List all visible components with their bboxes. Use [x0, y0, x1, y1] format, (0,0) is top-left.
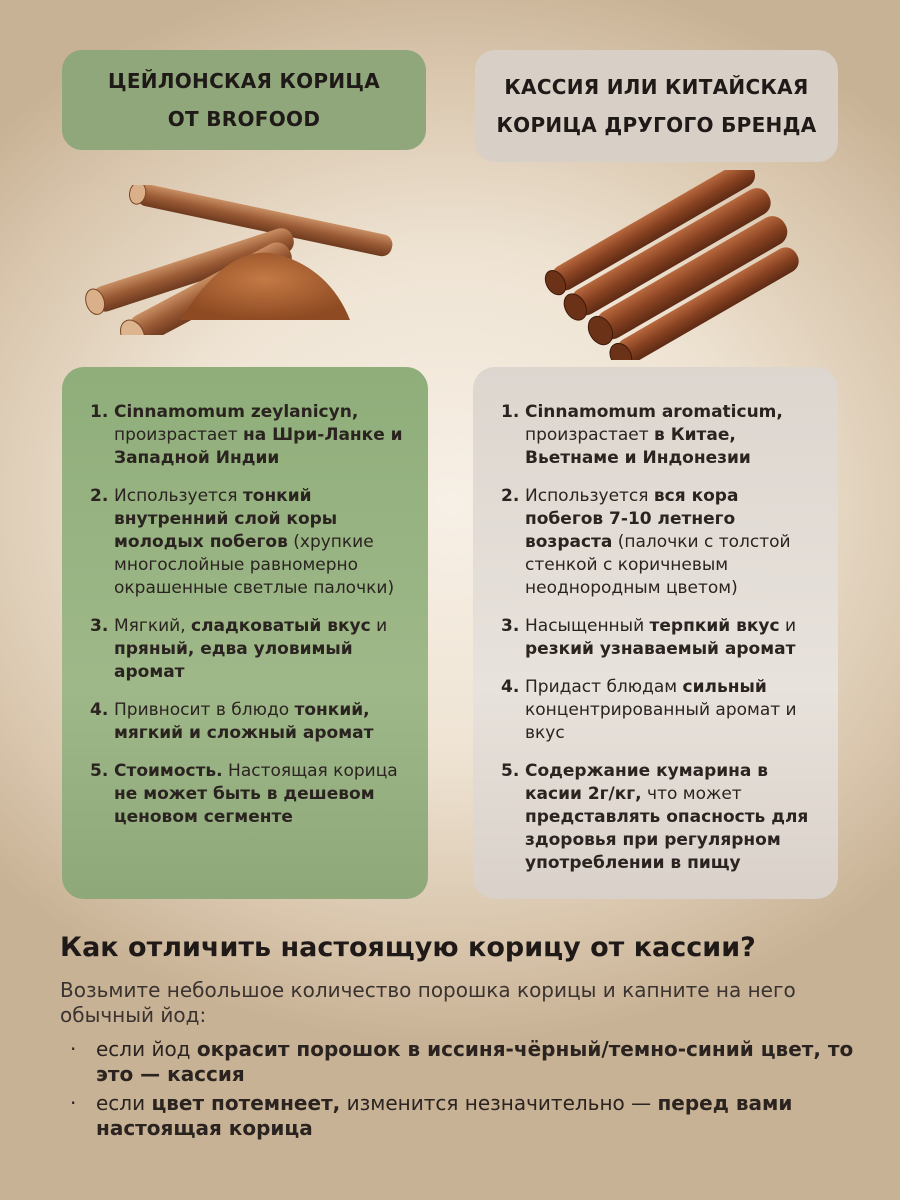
bold-text: представлять опасность для здоровья при регулярном употреблении в пищу: [525, 807, 809, 873]
bold-text: тонкий внутренний слой коры молодых побегов: [114, 486, 338, 552]
bold-text: пряный, едва уловимый аромат: [114, 639, 353, 682]
text: (хрупкие многослойные равномерно окрашенные светлые палочки): [114, 532, 395, 598]
text: и: [370, 616, 388, 636]
item-text: [525, 676, 818, 745]
cassia-features-list: [501, 401, 818, 875]
tip-item: [70, 1091, 860, 1141]
item-number: 3.: [501, 616, 520, 636]
text: Используется: [525, 486, 654, 506]
list-item: [501, 760, 818, 875]
bold-text: резкий узнаваемый аромат: [525, 639, 796, 659]
item-text: [114, 699, 408, 745]
header-cassia: [475, 50, 838, 162]
item-number: 3.: [90, 616, 109, 636]
bold-text: перед вами настоящая корица: [96, 1091, 793, 1140]
item-number: 1.: [90, 402, 109, 422]
bold-text: Стоимость.: [114, 761, 223, 781]
tip-list: [70, 1037, 860, 1145]
ceylon-features-card: [62, 367, 428, 899]
list-item: [90, 615, 408, 684]
text: Придаст блюдам: [525, 677, 683, 697]
bullet-icon: ·: [70, 1037, 77, 1061]
text: концентрированный аромат и вкус: [525, 700, 797, 743]
item-text: [525, 760, 818, 875]
item-text: [525, 401, 818, 470]
bold-text: цвет потемнеет,: [151, 1091, 341, 1115]
bullet-icon: ·: [70, 1091, 77, 1115]
item-number: 4.: [90, 700, 109, 720]
text: Привносит в блюдо: [114, 700, 295, 720]
bold-text: сладковатый вкус: [191, 616, 371, 636]
text: Насыщенный: [525, 616, 650, 636]
text: если: [96, 1091, 152, 1115]
tip-item-text: [96, 1091, 860, 1141]
item-text: [114, 615, 408, 684]
list-item: [90, 485, 408, 600]
text: и: [779, 616, 797, 636]
bold-text: тонкий, мягкий и сложный аромат: [114, 700, 374, 743]
bold-text: Содержание кумарина в касии 2г/кг,: [525, 761, 769, 804]
bold-text: сильный: [682, 677, 767, 697]
header-right-line2: КОРИЦА ДРУГОГО БРЕНДА: [496, 113, 817, 137]
bold-text: на Шри-Ланке и Западной Индии: [114, 425, 403, 468]
item-text: [114, 760, 408, 829]
bold-text: вся кора побегов 7-10 летнего возраста: [525, 486, 739, 552]
list-item: [90, 760, 408, 829]
tip-item: [70, 1037, 860, 1087]
item-text: [525, 485, 818, 600]
bold-text: Cinnamomum zeylanicyn,: [114, 402, 359, 422]
bold-text: не может быть в дешевом ценовом сегменте: [114, 784, 375, 827]
bold-text: терпкий вкус: [649, 616, 780, 636]
text: (палочки с толстой стенкой с коричневым неоднородным цветом): [525, 532, 791, 598]
tip-title: Как отличить настоящую корицу от кассии?: [60, 932, 756, 963]
cinnamon-sticks-and-powder-image: [80, 185, 400, 335]
list-item: [90, 401, 408, 470]
text: произрастает: [525, 425, 655, 445]
bold-text: Cinnamomum aromaticum,: [525, 402, 783, 422]
text: если йод: [96, 1037, 197, 1061]
header-ceylon-cinnamon: [62, 50, 426, 150]
list-item: [501, 676, 818, 745]
tip-intro: Возьмите небольшое количество порошка корицы и капните на него обычный йод:: [60, 978, 796, 1027]
item-number: 5.: [90, 761, 109, 781]
header-left-line1: ЦЕЙЛОНСКАЯ КОРИЦА: [107, 69, 381, 93]
text: что может: [641, 784, 742, 804]
tip-item-text: [96, 1037, 860, 1087]
ceylon-features-list: [90, 401, 408, 829]
item-number: 2.: [501, 486, 520, 506]
text: произрастает: [114, 425, 244, 445]
list-item: [501, 401, 818, 470]
text: Мягкий,: [114, 616, 191, 636]
text: изменится незначительно —: [340, 1091, 658, 1115]
item-text: [114, 401, 408, 470]
item-number: 1.: [501, 402, 520, 422]
text: Используется: [114, 486, 243, 506]
text: Настоящая корица: [222, 761, 398, 781]
cassia-sticks-image: [540, 170, 800, 360]
item-number: 2.: [90, 486, 109, 506]
item-text: [114, 485, 408, 600]
item-text: [525, 615, 818, 661]
bold-text: в Китае, Вьетнаме и Индонезии: [525, 425, 751, 468]
item-number: 4.: [501, 677, 520, 697]
header-right-line1: КАССИЯ ИЛИ КИТАЙСКАЯ: [504, 75, 809, 99]
cassia-features-card: [473, 367, 838, 899]
list-item: [501, 485, 818, 600]
list-item: [501, 615, 818, 661]
bold-text: окрасит порошок в иссиня-чёрный/темно-синий цвет, то это — кассия: [96, 1037, 854, 1086]
list-item: [90, 699, 408, 745]
item-number: 5.: [501, 761, 520, 781]
header-left-line2: ОТ BROFOOD: [167, 107, 321, 131]
